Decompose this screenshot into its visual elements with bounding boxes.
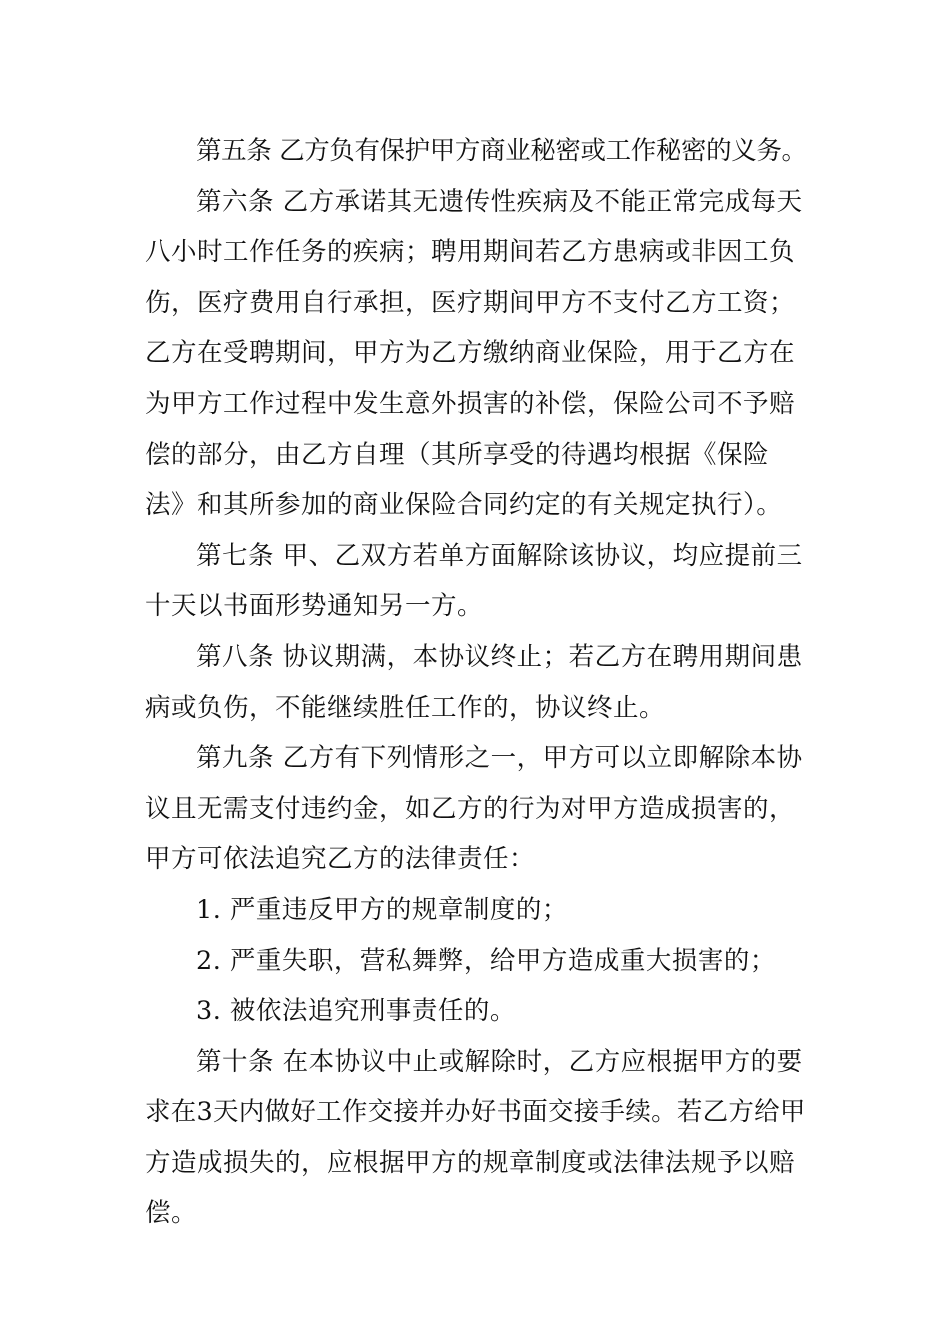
text-line: 乙方在受聘期间，甲方为乙方缴纳商业保险，用于乙方在	[145, 338, 796, 369]
text-line: 偿。	[145, 1198, 198, 1229]
text-line: 病或负伤，不能继续胜任工作的，协议终止。	[145, 692, 666, 723]
text-line: 八小时工作任务的疾病；聘用期间若乙方患病或非因工负	[145, 237, 796, 268]
text-line: 第九条 乙方有下列情形之一，甲方可以立即解除本协	[196, 743, 803, 774]
list-item: 2. 严重失职，营私舞弊，给甲方造成重大损害的；	[196, 945, 776, 976]
text-line: 第十条 在本协议中止或解除时，乙方应根据甲方的要	[196, 1046, 803, 1077]
text-line: 第七条 甲、乙双方若单方面解除该协议，均应提前三	[196, 540, 803, 571]
text-line: 法》和其所参加的商业保险合同约定的有关规定执行）。	[145, 490, 783, 521]
list-item: 1. 严重违反甲方的规章制度的；	[196, 894, 568, 925]
text-line: 伤，医疗费用自行承担，医疗期间甲方不支付乙方工资；	[145, 287, 796, 318]
text-line: 议且无需支付违约金，如乙方的行为对甲方造成损害的，	[145, 793, 796, 824]
text-line: 为甲方工作过程中发生意外损害的补偿，保险公司不予赔	[145, 388, 796, 419]
text-line: 方造成损失的，应根据甲方的规章制度或法律法规予以赔	[145, 1147, 796, 1178]
text-line: 偿的部分，由乙方自理（其所享受的待遇均根据《保险	[145, 439, 770, 470]
text-line: 求在3天内做好工作交接并办好书面交接手续。若乙方给甲	[145, 1097, 806, 1128]
document-body	[145, 126, 807, 1239]
text-line: 十天以书面形势通知另一方。	[145, 591, 484, 622]
list-item: 3. 被依法追究刑事责任的。	[196, 996, 516, 1027]
text-line: 甲方可依法追究乙方的法律责任：	[145, 844, 536, 875]
text-line: 第八条 协议期满，本协议终止；若乙方在聘用期间患	[196, 641, 803, 672]
text-line: 第六条 乙方承诺其无遗传性疾病及不能正常完成每天	[196, 186, 803, 217]
text-line: 第五条 乙方负有保护甲方商业秘密或工作秘密的义务。	[196, 136, 807, 166]
